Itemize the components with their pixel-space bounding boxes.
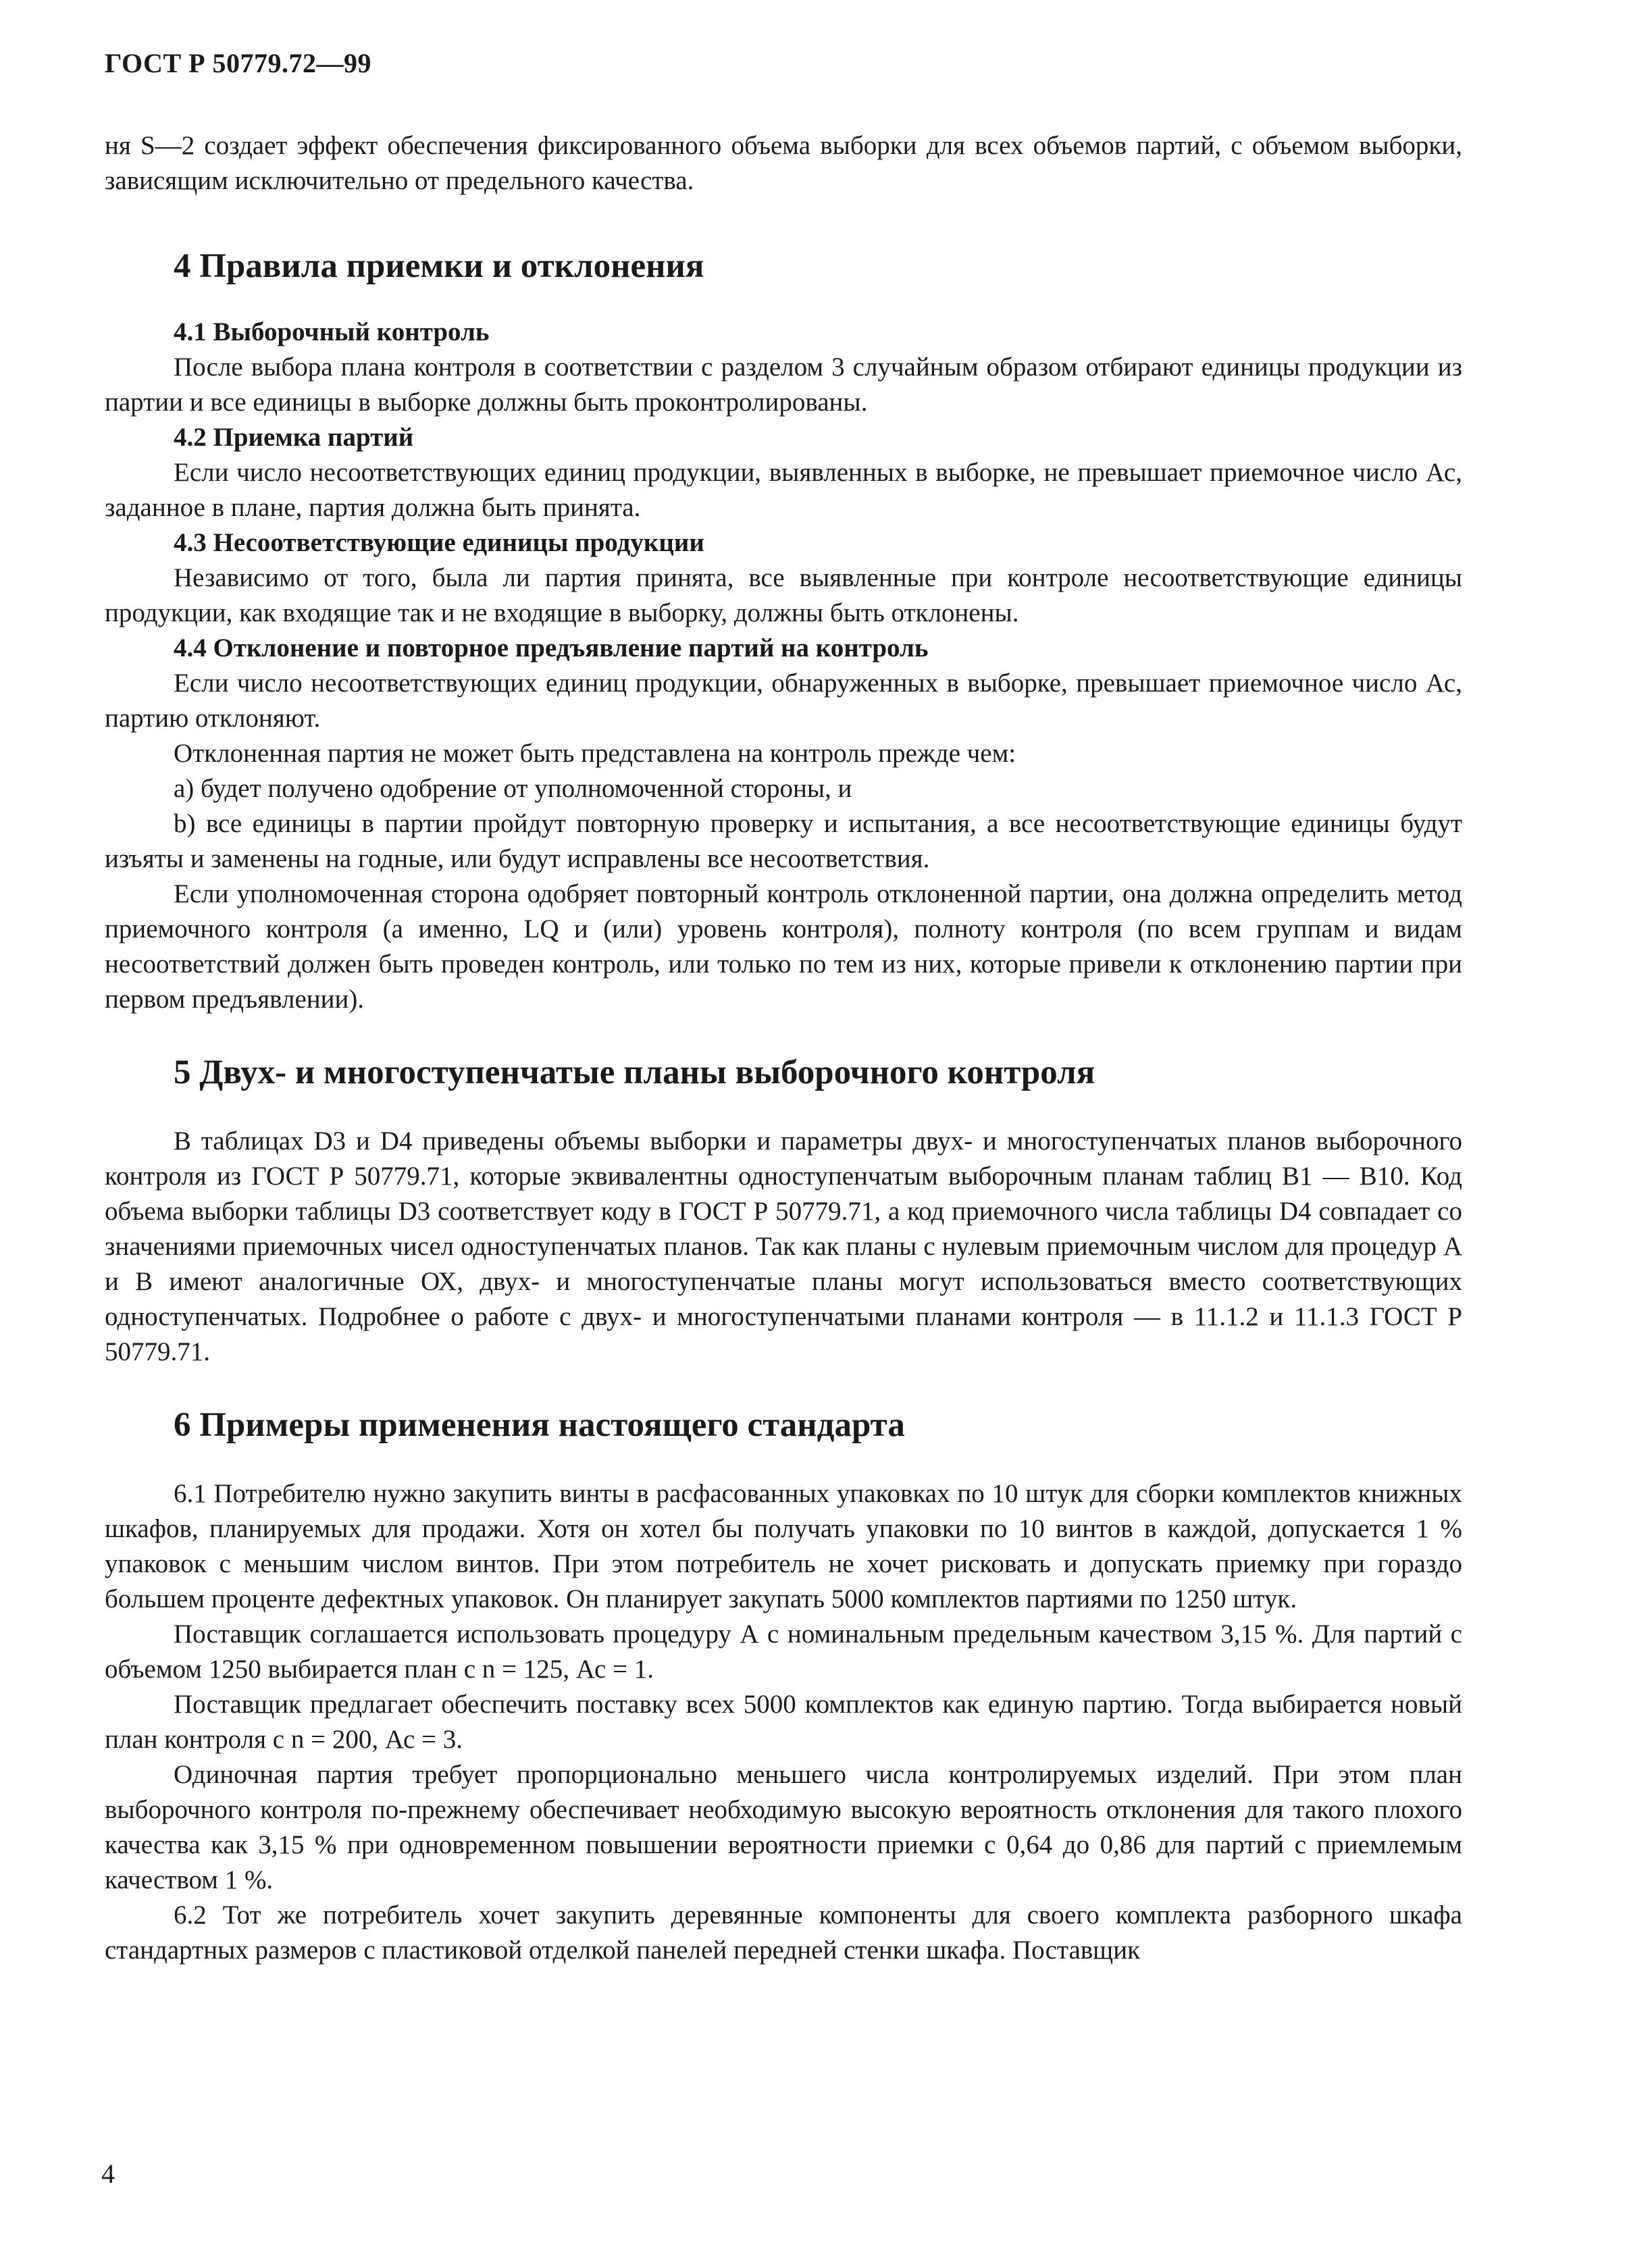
page-number: 4 bbox=[101, 2158, 115, 2189]
paragraph: Отклоненная партия не может быть представлена на контроль прежде чем: bbox=[174, 739, 1016, 768]
page-content bbox=[105, 128, 1462, 1968]
paragraph: Если число несоответствующих единиц продукции, выявленных в выборке, не превышает приемочное число Ас, заданное в плане, партия должна быть принята. bbox=[105, 458, 1462, 522]
paragraph: Поставщик предлагает обеспечить поставку всех 5000 комплектов как единую партию. Тогда выбирается новый план контроля с n = 200, Ас = 3. bbox=[105, 1690, 1462, 1754]
subsection-4-1-heading: 4.1 Выборочный контроль bbox=[174, 317, 490, 346]
list-item-b: b) все единицы в партии пройдут повторную проверку и испытания, а все несоответствующие единицы будут изъяты и заменены на годные, или будут исправлены все несоответствия. bbox=[105, 809, 1462, 873]
paragraph: Одиночная партия требует пропорционально меньшего числа контролируемых изделий. При этом план выборочного контроля по-прежнему обеспечивает необходимую высокую вероятность отклонения для такого плохого качества как 3,15 % при одновременном повышении вероятности приемки с 0,64 до 0,86 для партий с приемлемым качеством 1 %. bbox=[105, 1760, 1462, 1894]
intro-paragraph: ня S—2 создает эффект обеспечения фиксированного объема выборки для всех объемов партий, с объемом выборки, зависящим исключительно от предельного качества. bbox=[105, 131, 1462, 195]
paragraph: Если число несоответствующих единиц продукции, обнаруженных в выборке, превышает приемочное число Ас, партию отклоняют. bbox=[105, 669, 1462, 733]
subsection-4-3-heading: 4.3 Несоответствующие единицы продукции bbox=[174, 528, 704, 557]
section-5-heading: 5 Двух- и многоступенчатые планы выборочного контроля bbox=[174, 1054, 1095, 1091]
paragraph: 6.1 Потребителю нужно закупить винты в расфасованных упаковках по 10 штук для сборки комплектов книжных шкафов, планируемых для продажи. Хотя он хотел бы получать упаковки по 10 винтов в каждой, допускается 1 % упаковок с меньшим числом винтов. При этом потребитель не хочет рисковать и допускать приемку при гораздо большем проценте дефектных упаковок. Он планирует закупать 5000 комплектов партиями по 1250 штук. bbox=[105, 1479, 1462, 1613]
paragraph: Если уполномоченная сторона одобряет повторный контроль отклоненной партии, она должна определить метод приемочного контроля (а именно, LQ и (или) уровень контроля), полноту контроля (по всем группам и видам несоответствий должен быть проведен контроль, или только по тем из них, которые привели к отклонению партии при первом предъявлении). bbox=[105, 879, 1462, 1014]
paragraph: 6.2 Тот же потребитель хочет закупить деревянные компоненты для своего комплекта разборного шкафа стандартных размеров с пластиковой отделкой панелей передней стенки шкафа. Поставщик bbox=[105, 1900, 1462, 1965]
paragraph: Поставщик соглашается использовать процедуру А с номинальным предельным качеством 3,15 %. Для партий с объемом 1250 выбирается план с n = 125, Ас = 1. bbox=[105, 1620, 1462, 1684]
section-6-heading: 6 Примеры применения настоящего стандарта bbox=[174, 1406, 905, 1444]
paragraph: В таблицах D3 и D4 приведены объемы выборки и параметры двух- и многоступенчатых планов выборочного контроля из ГОСТ Р 50779.71, которые эквивалентны одноступенчатым выборочным планам таблиц В1 — В10. Код объема выборки таблицы D3 соответствует коду в ГОСТ Р 50779.71, а код приемочного числа таблицы D4 совпадает со значениями приемочных чисел одноступенчатых планов. Так как планы с нулевым приемочным числом для процедур А и В имеют аналогичные ОХ, двух- и многоступенчатые планы могут использоваться вместо соответствующих одноступенчатых. Подробнее о работе с двух- и многоступенчатыми планами контроля — в 11.1.2 и 11.1.3 ГОСТ Р 50779.71. bbox=[105, 1127, 1462, 1366]
paragraph: После выбора плана контроля в соответствии с разделом 3 случайным образом отбирают единицы продукции из партии и все единицы в выборке должны быть проконтролированы. bbox=[105, 353, 1462, 417]
section-4-heading: 4 Правила приемки и отклонения bbox=[174, 247, 704, 285]
document-header: ГОСТ Р 50779.72—99 bbox=[105, 48, 372, 78]
subsection-4-4-heading: 4.4 Отклонение и повторное предъявление партий на контроль bbox=[174, 633, 929, 663]
list-item-a: а) будет получено одобрение от уполномоченной стороны, и bbox=[174, 774, 852, 803]
subsection-4-2-heading: 4.2 Приемка партий bbox=[174, 423, 414, 452]
paragraph: Независимо от того, была ли партия принята, все выявленные при контроле несоответствующие единицы продукции, как входящие так и не входящие в выборку, должны быть отклонены. bbox=[105, 563, 1462, 627]
